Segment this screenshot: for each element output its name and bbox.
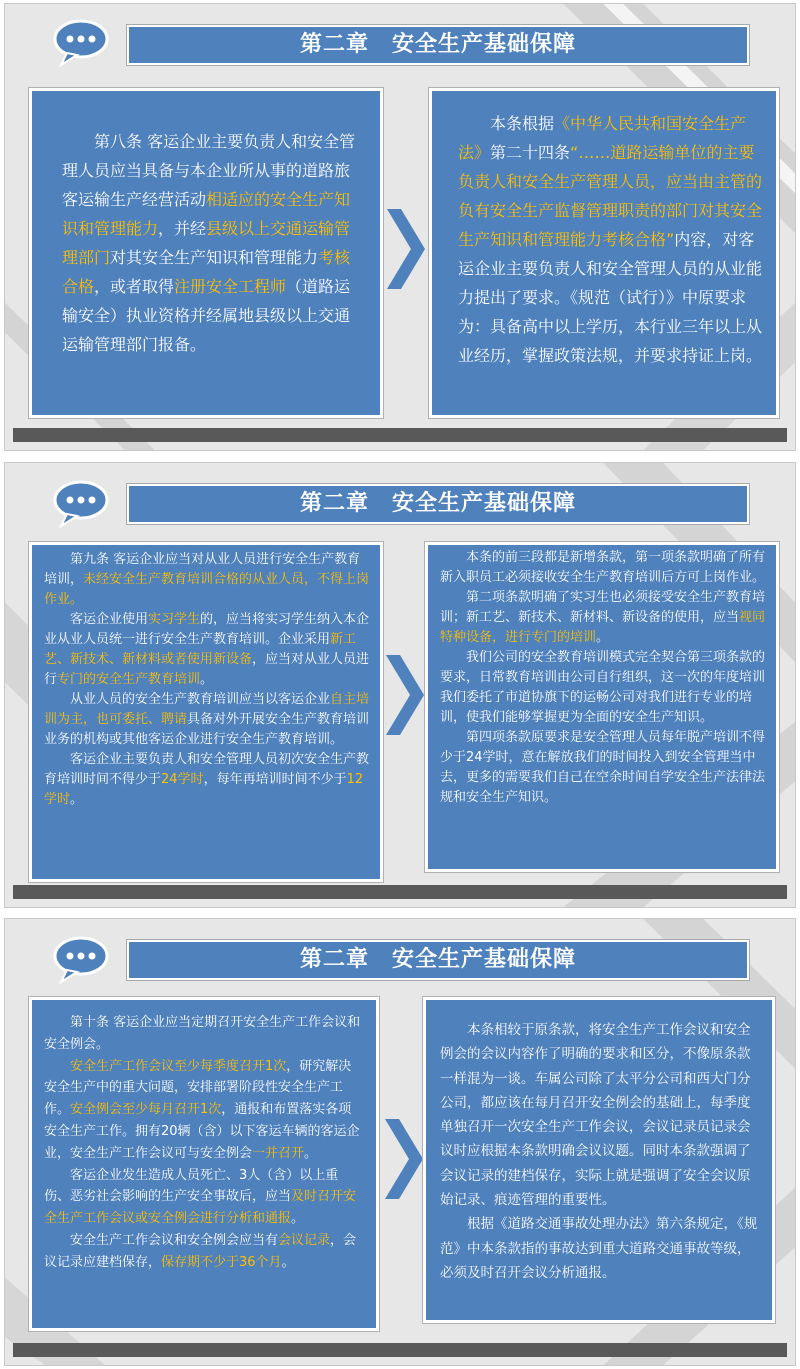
highlight-text: 安全生产工作会议至少每季度召开1次 [70,1058,287,1074]
body-text: ，研究解决安全生产中的重大问题，安排部署阶段性安全生产工作。 [44,1058,352,1118]
highlight-text: 实习学生 [148,612,201,627]
paragraph [440,648,766,728]
body-text: 客运企业发生造成人员死亡、3人（含）以上重伤、恶劣社会影响的生产安全事故后，应当 [44,1167,339,1205]
highlight-text: 安全例会至少每月召开1次 [70,1102,222,1118]
regulation-panel [29,997,379,1331]
slide-title: 第二章 安全生产基础保障 [127,484,749,524]
body-text: 本条的前三段都是新增条款，第一项条款明确了所有新入职员工必须接收安全生产教育培训后方可上岗作业。 [440,550,766,585]
highlight-text: 12学时 [44,772,364,807]
body-text: 对其安全生产知识和管理能力 [110,248,319,267]
paragraph [44,610,370,690]
body-text: 。 [70,792,84,807]
paragraph [44,1230,364,1274]
highlight-text: 专门的安全生产教育培训 [57,672,201,687]
interpretation-panel [423,997,775,1323]
body-text: 我们公司的安全教育培训模式完全契合第三项条款的要求，日常教育培训由公司自行组织，这一次的年度培训我们委托了市道协旗下的运畅公司对我们进行专业的培训，使我们能够掌握更为全面的安全生产知识。 [440,650,766,725]
paragraph [44,690,370,750]
highlight-text: 保存期不少于36个月 [161,1254,282,1270]
paragraph [44,550,370,610]
body-text: 客运企业主要负责人和安全管理人员初次安全生产教育培训时间不得少于 [44,752,370,787]
body-text: 第九条 客运企业应当对从业人员进行安全生产教育培训， [44,552,361,587]
interpretation-panel [429,88,779,418]
body-text: 第二项条款明确了实习生也必须接受安全生产教育培训；新工艺、新技术、新材料、新设备的使用，应当 [440,590,766,625]
paragraph [440,1212,758,1285]
chevron-right-arrow [386,655,426,735]
body-text: 第八条 客运企业主要负责人和安全管理人员应当具备与本企业所从事的道路旅客运输生产经营活动 [62,132,356,209]
speech-bubble-icon [51,478,111,528]
body-text: ，每年再培训时间不少于 [203,772,347,787]
paragraph [440,548,766,588]
highlight-text: 视同特种设备，进行专门的培训 [440,610,766,645]
highlight-text: 新工艺、新技术、新材料或者使用新设备 [44,632,357,667]
paragraph [44,750,370,810]
paragraph [458,109,762,370]
body-text: 。 [281,1254,295,1270]
slide-1 [4,3,796,451]
body-text: ，会议记录应建档保存， [44,1232,357,1270]
body-text: 从业人员的安全生产教育培训应当以客运企业 [70,692,331,707]
slide-3 [4,918,796,1366]
body-text: 第四项条款原要求是安全管理人员每年脱产培训不得少于24学时，意在解放我们的时间投入到安全管理当中去，更多的需要我们自己在空余时间自学安全生产法律法规和安全生产知识。 [440,730,766,805]
highlight-text: 未经安全生产教育培训合格的从业人员，不得上岗作业。 [44,572,370,607]
body-text: 。 [596,630,610,645]
body-text: 客运企业使用 [70,612,149,627]
paragraph [44,1056,364,1165]
paragraph [440,728,766,808]
body-text: 第十条 客运企业应当定期召开安全生产工作会议和安全例会。 [44,1015,361,1052]
chevron-right-arrow [387,209,427,289]
regulation-panel [29,88,383,418]
body-text: 根据《道路交通事故处理办法》第六条规定，《规范》中本条款指的事故达到重大道路交通事故等级，必须及时召开会议分析通报。 [440,1216,758,1281]
paragraph [440,588,766,648]
highlight-text: 24学时 [161,772,204,787]
highlight-text: “……道路运输单位的主要负责人和安全生产管理人员，应当由主管的负有安全生产监督管理职责的部门对其安全生产知识和管理能力考核合格” [458,143,763,249]
speech-bubble-icon [51,934,111,984]
body-text: 本条根据 [490,114,555,133]
highlight-text: 会议记录 [278,1232,331,1248]
body-text: 安全生产工作会议和安全例会应当有 [70,1232,279,1248]
highlight-text: 考核合格 [62,248,351,296]
bottom-bar [13,428,787,442]
body-text: ，通报和布置落实各项安全生产工作。拥有20辆（含）以下客运车辆的客运企业，安全生产工作会议可与安全例会 [44,1102,360,1161]
paragraph [44,1165,364,1230]
interpretation-panel [425,542,779,872]
bottom-bar [13,885,787,899]
body-text: ，或者取得 [94,277,175,296]
body-text: 本条相较于原条款，将安全生产工作会议和安全例会的会议内容作了明确的要求和区分，不像原条款一样混为一谈。车属公司除了太平分公司和西大门分公司，都应该在每月召开安全例会的基础上，每季度单独召开一次安全生产工作会议，会议记录员记录会议时应根据本条款明确会议议题。同时本条款强调了会议记录的建档保存，实际上就是强调了安全会议原始记录、痕迹管理的重要性。 [440,1022,751,1209]
body-text: ，并经 [158,219,207,238]
body-text: 的，应当将实习学生纳入本企业从业人员统一进行安全生产教育培训。企业采用 [44,612,370,647]
body-text: 第二十四条 [490,143,571,162]
slide-title: 第二章 安全生产基础保障 [127,940,749,980]
body-text: 。 [291,1211,305,1227]
highlight-text: 注册安全工程师 [174,277,287,296]
chevron-right-arrow [385,1119,425,1199]
speech-bubble-icon [51,17,111,67]
paragraph [62,127,358,359]
body-text: 内容，对客运企业主要负责人和安全管理人员的从业能力提出了要求。《规范（试行）》中原要求为：具备高中以上学历，本行业三年以上从业经历，掌握政策法规，并要求持证上岗。 [458,230,763,365]
highlight-text: 及时召开安全生产工作会议或安全例会进行分析和通报 [44,1189,357,1227]
slide-title: 第二章 安全生产基础保障 [127,25,749,65]
regulation-panel [29,542,383,882]
highlight-text: 《中华人民共和国安全生产法》 [458,114,747,162]
paragraph [44,1012,364,1056]
slide-2 [4,462,796,908]
body-text: 。 [304,1145,318,1161]
paragraph [440,1018,758,1212]
bottom-bar [13,1343,787,1357]
body-text: ，应当对从业人员进行 [44,652,370,687]
highlight-text: 一并召开 [252,1145,305,1161]
highlight-text: 相适应的安全生产知识和管理能力 [62,190,351,238]
body-text: 具备对外开展安全生产教育培训业务的机构或其他客运企业进行安全生产教育培训。 [44,712,370,747]
highlight-text: 县级以上交通运输管理部门 [62,219,351,267]
body-text: 。 [200,672,214,687]
body-text: （道路运输安全）执业资格并经属地县级以上交通运输管理部门报备。 [62,277,351,354]
highlight-text: 自主培训为主，也可委托、聘请 [44,692,370,727]
